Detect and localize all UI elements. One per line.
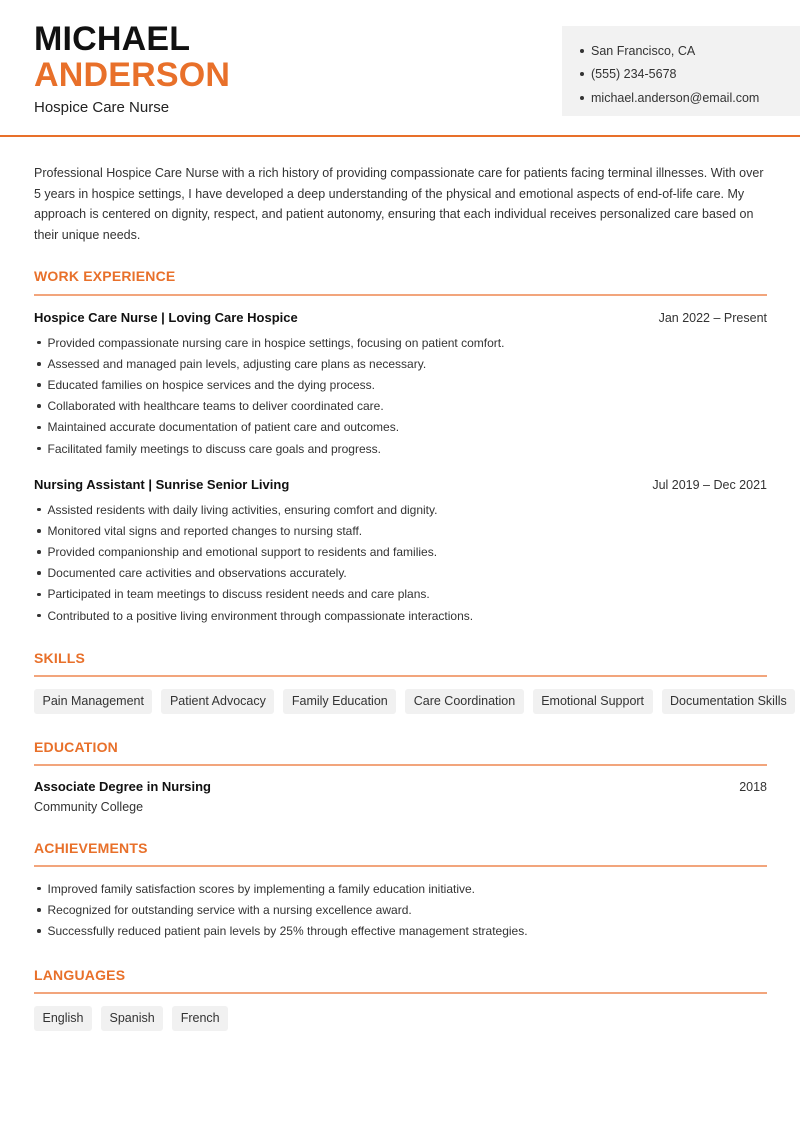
- languages-heading: LANGUAGES: [34, 967, 126, 983]
- contact-phone: [580, 63, 800, 87]
- candidate-name: [34, 22, 230, 92]
- education-header: [34, 779, 767, 794]
- skill-chip: Emotional Support: [533, 689, 653, 714]
- skill-chip: Care Coordination: [405, 689, 523, 714]
- bullet-icon: [37, 383, 41, 387]
- bullet-icon: [37, 593, 41, 597]
- bullet-text: Assessed and managed pain levels, adjusting care plans as necessary.: [47, 356, 427, 371]
- list-item: [34, 396, 767, 417]
- achievement-text: Recognized for outstanding service with a nursing excellence award.: [47, 902, 412, 917]
- list-item: [34, 920, 767, 941]
- bullet-text: Contributed to a positive living environment through compassionate interactions.: [47, 608, 474, 623]
- job-bullets: [34, 332, 767, 459]
- bullet-icon: [37, 614, 41, 618]
- language-chip: Spanish: [101, 1006, 163, 1031]
- list-item: [34, 353, 767, 374]
- list-item: [34, 899, 767, 920]
- section-divider: [34, 865, 767, 867]
- bullet-icon: [580, 49, 584, 53]
- bullet-icon: [37, 529, 41, 533]
- section-divider: [34, 294, 767, 296]
- bullet-text: Documented care activities and observations accurately.: [47, 566, 347, 581]
- professional-summary: Professional Hospice Care Nurse with a rich history of providing compassionate care for patients facing terminal illnesses. With over 5 years in hospice settings, I have developed a deep understanding of the physical and emotional aspects of end-of-life care. My approach is centered on dignity, respect, and patient autonomy, ensuring that each individual receives personalized care based on their unique needs.: [34, 166, 764, 243]
- list-item: [34, 584, 767, 605]
- section-divider: [34, 764, 767, 766]
- bullet-icon: [37, 447, 41, 451]
- bullet-icon: [37, 404, 41, 408]
- education-heading: EDUCATION: [34, 739, 118, 755]
- degree: Associate Degree in Nursing: [34, 779, 211, 794]
- work-experience-heading: WORK EXPERIENCE: [34, 268, 176, 284]
- bullet-icon: [37, 362, 41, 366]
- first-name: MICHAEL: [34, 20, 191, 58]
- bullet-text: Collaborated with healthcare teams to deliver coordinated care.: [47, 399, 384, 414]
- list-item: [34, 878, 767, 899]
- bullet-icon: [37, 341, 41, 345]
- bullet-text: Monitored vital signs and reported changes to nursing staff.: [47, 523, 363, 538]
- achievement-text: Improved family satisfaction scores by implementing a family education initiative.: [47, 881, 476, 896]
- skill-chip: Patient Advocacy: [161, 689, 274, 714]
- job-role: Nursing Assistant | Sunrise Senior Living: [34, 477, 290, 492]
- school-name: Community College: [34, 800, 144, 814]
- language-chip: English: [34, 1006, 92, 1031]
- skill-chip: Pain Management: [34, 689, 152, 714]
- bullet-icon: [37, 550, 41, 554]
- bullet-icon: [580, 72, 584, 76]
- bullet-text: Educated families on hospice services and the dying process.: [47, 377, 376, 392]
- list-item: [34, 541, 767, 562]
- list-item: [34, 417, 767, 438]
- language-chip: French: [172, 1006, 228, 1031]
- list-item: [34, 332, 767, 353]
- last-name: ANDERSON: [34, 56, 231, 94]
- job-header: [34, 477, 767, 492]
- bullet-text: Facilitated family meetings to discuss care goals and progress.: [47, 441, 381, 456]
- section-divider: [34, 675, 767, 677]
- graduation-year: 2018: [739, 780, 767, 794]
- list-item: [34, 374, 767, 395]
- bullet-icon: [37, 887, 41, 891]
- contact-email: [580, 86, 800, 110]
- bullet-icon: [37, 571, 41, 575]
- bullet-icon: [37, 908, 41, 912]
- bullet-text: Provided compassionate nursing care in hospice settings, focusing on patient comfort.: [47, 335, 505, 350]
- list-item: [34, 520, 767, 541]
- job-header: [34, 310, 767, 325]
- list-item: [34, 605, 767, 626]
- achievement-text: Successfully reduced patient pain levels by 25% through effective management strategies.: [47, 923, 528, 938]
- job-title: Hospice Care Nurse: [34, 99, 170, 116]
- location-text: San Francisco, CA: [591, 43, 696, 58]
- list-item: [34, 563, 767, 584]
- bullet-icon: [37, 426, 41, 430]
- job-bullets: [34, 499, 767, 626]
- section-divider: [34, 992, 767, 994]
- bullet-text: Provided companionship and emotional support to residents and families.: [47, 544, 438, 559]
- bullet-icon: [37, 929, 41, 933]
- skills-heading: SKILLS: [34, 650, 85, 666]
- resume-header: [0, 0, 800, 137]
- phone-text: (555) 234-5678: [591, 67, 677, 82]
- bullet-text: Participated in team meetings to discuss resident needs and care plans.: [47, 587, 430, 602]
- contact-box: [562, 26, 800, 116]
- job-role: Hospice Care Nurse | Loving Care Hospice: [34, 310, 298, 325]
- contact-location: [580, 39, 800, 63]
- email-text: michael.anderson@email.com: [591, 90, 760, 105]
- skill-chip: Documentation Skills: [662, 689, 796, 714]
- job-dates: Jul 2019 – Dec 2021: [652, 478, 767, 492]
- bullet-text: Assisted residents with daily living activities, ensuring comfort and dignity.: [47, 502, 438, 517]
- job-dates: Jan 2022 – Present: [658, 311, 767, 325]
- languages-list: [34, 1006, 228, 1031]
- bullet-text: Maintained accurate documentation of patient care and outcomes.: [47, 420, 400, 435]
- skill-chip: Family Education: [283, 689, 396, 714]
- bullet-icon: [37, 508, 41, 512]
- skills-list: [34, 689, 795, 714]
- list-item: [34, 438, 767, 459]
- achievements-heading: ACHIEVEMENTS: [34, 840, 148, 856]
- achievements-list: [34, 878, 767, 942]
- bullet-icon: [580, 96, 584, 100]
- list-item: [34, 499, 767, 520]
